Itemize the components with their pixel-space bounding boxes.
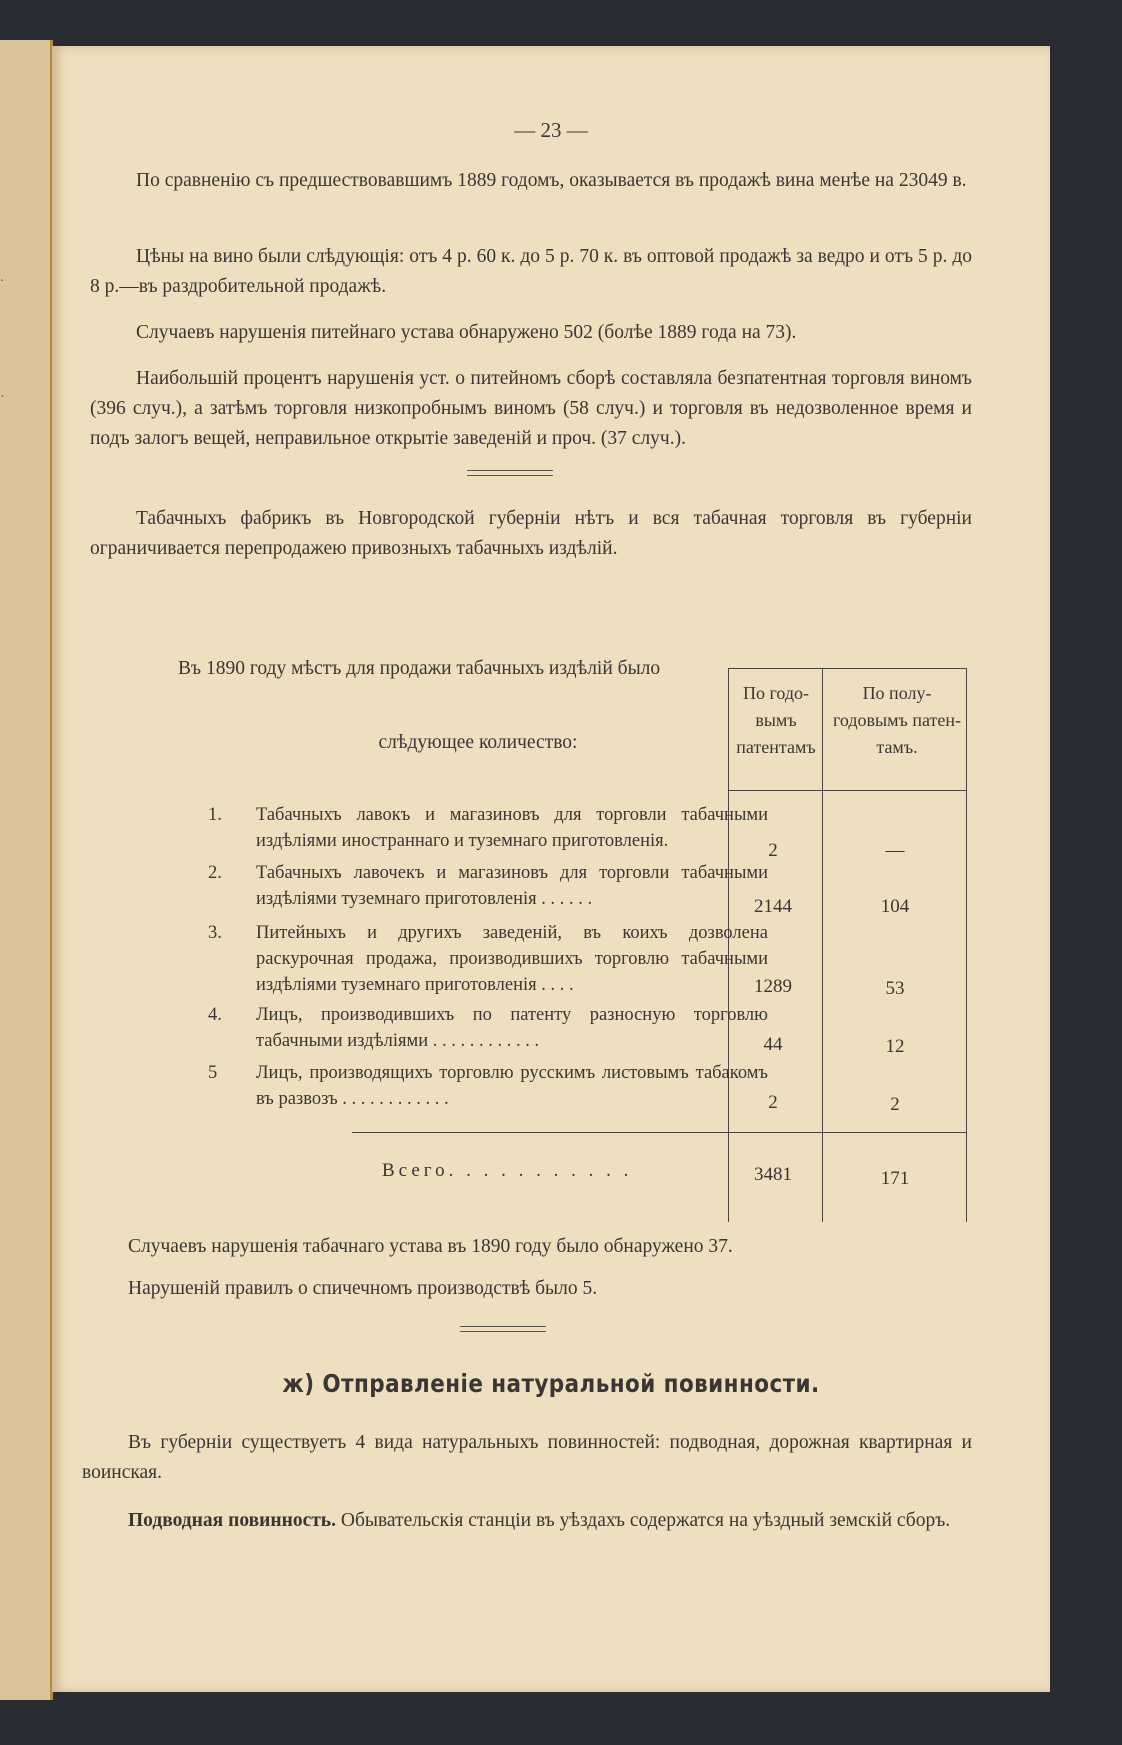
cell-annual: 2144: [754, 896, 792, 917]
table-top-rule: [728, 668, 966, 669]
cell-annual: 2: [768, 1092, 778, 1113]
section-divider: [467, 470, 553, 476]
paragraph-violations: Случаевъ нарушенія питейнаго устава обнаружено 502 (болѣе 1889 года на 73).: [136, 322, 797, 343]
cell-annual: 2: [768, 840, 778, 861]
paragraph-natural-duties: Въ губерніи существуетъ 4 вида натуральныхъ повинностей: подводная, дорожная квартирная и воинская.: [82, 1432, 972, 1483]
table-total-rule: [352, 1132, 966, 1133]
table-intro: Въ 1890 году мѣстъ для продажи табачныхъ издѣлій было: [178, 658, 661, 679]
section-heading: ж) Отправленіе натуральной повинности.: [282, 1369, 820, 1398]
table-row: 5 Лицъ, производящихъ торговлю русскимъ листовымъ табакомъ въ развозъ . . . . . . . . . . . .: [208, 1063, 768, 1109]
facing-page-edge: [0, 40, 53, 1700]
table-header-rule: [728, 790, 966, 791]
margin-mark: .: [0, 270, 4, 285]
table-col-rule-middle: [822, 668, 823, 1222]
table-row: 3. Питейныхъ и другихъ заведеній, въ коихъ дозволена раскурочная продажа, производившихъ торговлю табачными издѣліями туземнаго приготовленія . . . .: [208, 923, 768, 995]
paragraph-wine-prices: Цѣны на вино были слѣдующія: отъ 4 р. 60 к. до 5 р. 70 к. въ оптовой продажѣ за ведро и отъ 5 р. до 8 р.—въ раздробительной продажѣ.: [90, 246, 972, 297]
table-intro-continued: слѣдующее количество:: [378, 732, 578, 753]
paragraph-violation-share: Наибольшій процентъ нарушенія уст. о питейномъ сборѣ составляла безпатентная торговля виномъ (396 случ.), а затѣмъ торговля низкопробнымъ виномъ (58 случ.) и торговля въ недозволенное время и подъ залогъ вещей, неправильное открытіе заведеній и проч. (37 случ.).: [90, 368, 972, 449]
section-divider: [460, 1326, 546, 1332]
cell-annual: 44: [763, 1034, 783, 1055]
total-semiannual: 171: [880, 1168, 910, 1189]
column-header-annual: По годо- вымъ патентамъ: [736, 683, 816, 757]
column-header-semiannual: По полу- годовымъ патен- тамъ.: [832, 683, 961, 757]
margin-mark: ·: [0, 390, 5, 405]
table-col-rule-right: [966, 668, 967, 1222]
table-row: 2. Табачныхъ лавочекъ и магазиновъ для торговли табачными издѣліями туземнаго приготовленія . . . . . .: [208, 863, 768, 909]
cell-semiannual: 104: [880, 896, 910, 917]
paragraph-tobacco-violations: Случаевъ нарушенія табачнаго устава въ 1890 году было обнаружено 37.: [128, 1236, 733, 1257]
paragraph-tobacco: Табачныхъ фабрикъ въ Новгородской губерніи нѣтъ и вся табачная торговля въ губерніи ограничивается перепродажею привозныхъ табачныхъ издѣлій.: [90, 508, 972, 559]
page-number: — 23 —: [514, 118, 588, 142]
cell-annual: 1289: [754, 976, 792, 997]
document-page: [52, 46, 1050, 1692]
total-annual: 3481: [754, 1164, 792, 1185]
paragraph-wine-sales: По сравненію съ предшествовавшимъ 1889 годомъ, оказывается въ продажѣ вина менѣе на 23049 в.: [136, 170, 967, 191]
cell-semiannual: —: [885, 840, 905, 861]
paragraph-cartage-duty: Подводная повинность. Обывательскія станціи въ уѣздахъ содержатся на уѣздный земскій сборъ.: [128, 1510, 951, 1531]
cell-semiannual: 2: [890, 1094, 900, 1115]
total-label: Всего. . . . . . . . . . .: [382, 1160, 633, 1181]
table-row: 1. Табачныхъ лавокъ и магазиновъ для торговли табачными издѣліями иностраннаго и туземнаго приготовленія.: [208, 805, 768, 851]
cell-semiannual: 12: [885, 1036, 905, 1057]
table-row: 4. Лицъ, производившихъ по патенту разносную торговлю табачными издѣліями . . . . . . . . . . . .: [208, 1005, 768, 1051]
cell-semiannual: 53: [885, 978, 905, 999]
paragraph-match-violations: Нарушеній правилъ о спичечномъ производствѣ было 5.: [128, 1278, 598, 1299]
